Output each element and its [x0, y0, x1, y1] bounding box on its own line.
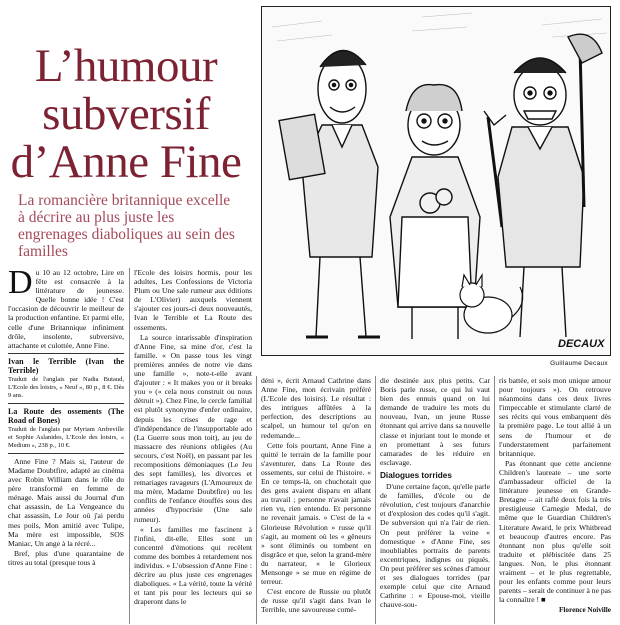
lead-paragraph: Du 10 au 12 octobre, Lire en fête est consacrée à la littérature de jeunesse. Quelle bonne idée ! C'est l'occasion de découvrir le meilleur de la production enfantine. Et parmi elle, celle d'une Britannique infiniment drôle, insolente, subversive, attachante et culottée, Anne Fine. — [8, 264, 124, 350]
body-paragraph: « Les familles me fascinent à l'infini, dit-elle. Elles sont un concentré d'émotions qui recèlent comme des bombes à retardement nos individus. » L'obsession d'Anne Fine : décrire au plus juste ces engrenages diaboliques. « La vérité, toute la vérité et tant pis pour les lecteurs qui se draperont dans le — [134, 524, 252, 607]
column-5 — [499, 376, 611, 615]
column-rule — [256, 376, 257, 624]
body-paragraph: D'une certaine façon, qu'elle parle de familles, d'école ou de révolution, c'est toujours d'anarchie et d'explosion des codes qu'il s'agit. De subversion qui n'a l'air de rien. On peut préférer la veine « domestique » d'Anne Fine, ses inoubliables portraits de parents excentriques, indignes ou piqués. On peut préférer ses scènes d'amour et ses dialogues torrides (par exemple celui que cite Arnaud Cathrine : « Epouse-moi, vieille chauve-sou- — [380, 482, 490, 610]
column-rule — [494, 376, 495, 624]
book-meta-route: Traduit de l'anglais par Myriam Anfreville et Sophie Aslanides, L'Ecole des loisirs, « Medium », 238 p., 10 €. — [8, 425, 124, 449]
book-title-ivan: Ivan le Terrible (Ivan the Terrible) — [8, 356, 124, 376]
illustrator-signature: DECAUX — [558, 338, 605, 350]
body-paragraph: Bref, plus d'une quarantaine de titres au total (presque tous à — [8, 548, 124, 567]
drop-cap: D — [8, 264, 33, 301]
column-rule — [129, 268, 130, 624]
body-paragraph: Pas étonnant que cette ancienne Children's laureate – une sorte d'ambassadeur officiel de la littérature jeunesse en Grande-Bretagne – ait raflé deux fois la très prestigieuse Carnegie Medal, de même que le Guardian Children's Literature Award, le prix Whitbread et beaucoup d'autres encore. Pas étonnant non plus qu'elle soit traduite et plébiscitée dans 25 langues. Non, le plus étonnant vraiment – et le plus regrettable, pour les enfants comme pour leurs parents – serait de continuer à ne pas la connaître ! ■ — [499, 458, 611, 605]
body-paragraph: ris battée, et sois mon unique amour pour toujours »). On retrouve néanmoins dans ces deux livres l'impeccable et stimulante clarté de ses récits qui vous embarquent dès la première page. Le tout allié à un sens de l'humour et de l'understatement parfaitement britannique. — [499, 376, 611, 458]
caricature-illustration — [261, 6, 611, 356]
book-meta-ivan: Traduit de l'anglais par Nadia Butaud, L'Ecole des loisirs, « Neuf », 80 p., 8 €. Dès 9 ans. — [8, 375, 124, 399]
body-paragraph: Cette fois pourtant, Anne Fine a quitté le terrain de la famille pour s'aventurer, dans La Route des ossements, sur celui de l'histoire. « En ce temps-là, on chuchotait que des gens avaient disparu en allant au travail ; personne n'avait jamais rien vu, rien entendu. Et personne ne revenait jamais. » C'est de la « Glorieuse Révolution » russe qu'il s'agit, au moment où les « gêneurs » sont éliminés ou tombent en disgrâce et que, selon la grand-mère du narrateur, « le Glorieux Mensonge » se mue en régime de terreur. — [261, 440, 371, 587]
body-paragraph: Anne Fine ? Mais si, l'auteur de Madame Doubtfire, adapté au cinéma avec Robin William dans le rôle du père transformé en femme de ménage. Mais aussi du Journal d'un chat assassin, de La Vengeance du chat assassin, Le Jour où j'ai perdu mes poils, Mon amitié avec Tulipe, Ma mère est impossible, SOS Maniac, Un ange à la récré... — [8, 456, 124, 548]
illustration-credit: Guillaume Decaux — [550, 360, 608, 367]
divider — [8, 353, 124, 354]
column-rule — [375, 376, 376, 624]
body-paragraph: La source intarissable d'inspiration d'Anne Fine, sa mine d'or, c'est la famille. « On passe tous les vingt premières années de notre vie dans une famille », note-t-elle avant d'ajouter : « It makes you or it breaks you » (« cela nous construit ou nous détruit »). Chez Fine, le cercle familial est plutôt synonyme d'enfer ordinaire, depuis les crises de rage et d'indépendance de l'insupportable ado (La Guerre sous mon toit), au jeu de massacre des réunions obligées (Au secours, c'est Noël), en passant par les recompositions démoniaques (Le Jeu des sept familles), les divorces et remariages ravageurs (L'Amoureux de ma mère, Madame Doubtfire) ou les conflits de l'enfance étouffés sous des années d'hypocrisie (Une sale rumeur). — [134, 332, 252, 524]
column-3 — [261, 376, 371, 614]
body-paragraph: die destinée aux plus petits. Car Boris parle russe, ce qui lui vaut bien des ennuis quand on lui demande de traduire les mots du nouveau, Ivan, un jeune Russe étonnant qui arrive dans sa nouvelle classe et injuriant tout le monde et en promettant à ses futurs camarades de les réduire en esclavage. — [380, 376, 490, 467]
column-1 — [8, 264, 124, 567]
divider — [8, 403, 124, 404]
article-subtitle: La romancière britannique excelle à décrire au plus juste les engrenages diaboliques au sein des familles — [18, 192, 235, 260]
section-subhead: Dialogues torrides — [380, 470, 452, 480]
body-paragraph: déni », écrit Arnaud Cathrine dans Anne Fine, mon écrivain préféré (L'Ecole des loisirs). Le résultat : des intrigues affûtées à la perfection, des descriptions au scalpel, un humour tel qu'on en redemande... — [261, 376, 371, 440]
divider — [8, 453, 124, 454]
body-paragraph: l'Ecole des loisirs hormis, pour les adultes, Les Confessions de Victoria Plum ou Une sale rumeur aux éditions de L'Olivier) auxquels viennent s'ajouter ces jours-ci deux nouveautés, Ivan le Terrible et La Route des ossements. — [134, 268, 252, 332]
author-signature: Florence Noiville — [559, 606, 611, 615]
book-title-route: La Route des ossements (The Road of Bones) — [8, 406, 124, 426]
body-paragraph: C'est encore de Russie ou plutôt de russe qu'il s'agit dans Ivan le Terrible, une savoureuse comé- — [261, 587, 371, 615]
article-title: L’humour subversif d’Anne Fine — [10, 40, 242, 188]
column-4 — [380, 376, 490, 609]
family-caricature-drawing — [262, 7, 611, 356]
column-2 — [134, 268, 252, 606]
